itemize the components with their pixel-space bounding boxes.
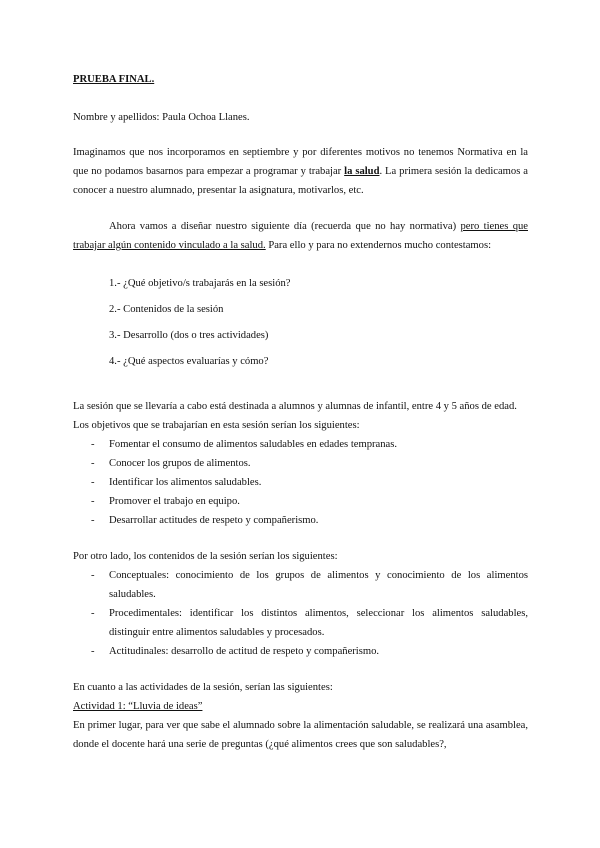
task-emphasis: pero tienes que trabajar algún contenido vinculado a la salud. bbox=[73, 221, 528, 251]
bullet-dash: - bbox=[91, 439, 95, 450]
objective-text: Desarrollar actitudes de respeto y compañerismo. bbox=[109, 515, 319, 526]
intro-emphasis: la salud bbox=[344, 166, 380, 177]
question-item: 2.- Contenidos de la sesión bbox=[109, 304, 224, 315]
bullet-dash: - bbox=[91, 496, 95, 507]
objectives-intro: Los objetivos que se trabajarían en esta sesión serían los siguientes: bbox=[73, 420, 360, 431]
activity-1-title: Actividad 1: “Lluvia de ideas” bbox=[73, 701, 203, 712]
objective-item bbox=[73, 454, 528, 473]
contents-list bbox=[73, 566, 528, 661]
task-text-2: Para ello y para no extendernos mucho contestamos: bbox=[265, 240, 492, 251]
question-item: 4.- ¿Qué aspectos evaluarías y cómo? bbox=[109, 356, 269, 367]
session-target: La sesión que se llevaría a cabo está destinada a alumnos y alumnas de infantil, entre 4 y 5 años de edad. bbox=[73, 401, 517, 412]
activities-intro: En cuanto a las actividades de la sesión, serían las siguientes: bbox=[73, 682, 333, 693]
contents-intro: Por otro lado, los contenidos de la sesión serían los siguientes: bbox=[73, 551, 338, 562]
intro-paragraph bbox=[73, 143, 528, 200]
content-item bbox=[73, 604, 528, 642]
task-paragraph bbox=[73, 217, 528, 255]
objective-text: Fomentar el consumo de alimentos saludables en edades tempranas. bbox=[109, 439, 398, 450]
objectives-list bbox=[73, 435, 528, 530]
bullet-dash: - bbox=[91, 570, 95, 581]
activity-1-text: En primer lugar, para ver que sabe el alumnado sobre la alimentación saludable, se realizará una asamblea, donde el docente hará una serie de preguntas (¿qué alimentos crees que son saludables?, bbox=[73, 720, 528, 750]
intro-text-2: . La primera sesión la dedicamos a conocer a nuestro alumnado, presentar la asignatura, motivarlos, etc. bbox=[73, 166, 528, 196]
intro-text-1: Imaginamos que nos incorporamos en septiembre y por diferentes motivos no tenemos Normativa en la que no podamos basarnos para empezar a programar y trabajar bbox=[73, 147, 528, 177]
content-item bbox=[73, 642, 528, 661]
bullet-dash: - bbox=[91, 458, 95, 469]
name-line: Nombre y apellidos: Paula Ochoa Llanes. bbox=[73, 112, 250, 123]
objective-item bbox=[73, 473, 528, 492]
content-text: Procedimentales: identificar los distintos alimentos, seleccionar los alimentos saludables, distinguir entre alimentos saludables y procesados. bbox=[109, 608, 528, 638]
objective-text: Promover el trabajo en equipo. bbox=[109, 496, 240, 507]
bullet-dash: - bbox=[91, 477, 95, 488]
question-item: 3.- Desarrollo (dos o tres actividades) bbox=[109, 330, 269, 341]
question-item: 1.- ¿Qué objetivo/s trabajarás en la sesión? bbox=[109, 278, 291, 289]
content-text: Conceptuales: conocimiento de los grupos de alimentos y conocimiento de los alimentos saludables. bbox=[109, 570, 528, 600]
bullet-dash: - bbox=[91, 646, 95, 657]
content-text: Actitudinales: desarrollo de actitud de respeto y compañerismo. bbox=[109, 646, 380, 657]
content-item bbox=[73, 566, 528, 604]
task-text-1: Ahora vamos a diseñar nuestro siguiente día (recuerda que no hay normativa) bbox=[109, 221, 461, 232]
objective-item bbox=[73, 492, 528, 511]
document-page bbox=[73, 70, 528, 754]
objective-text: Conocer los grupos de alimentos. bbox=[109, 458, 251, 469]
document-title: PRUEBA FINAL. bbox=[73, 74, 155, 85]
bullet-dash: - bbox=[91, 608, 95, 619]
objective-item bbox=[73, 435, 528, 454]
bullet-dash: - bbox=[91, 515, 95, 526]
objective-item bbox=[73, 511, 528, 530]
question-list bbox=[73, 274, 528, 371]
objective-text: Identificar los alimentos saludables. bbox=[109, 477, 262, 488]
